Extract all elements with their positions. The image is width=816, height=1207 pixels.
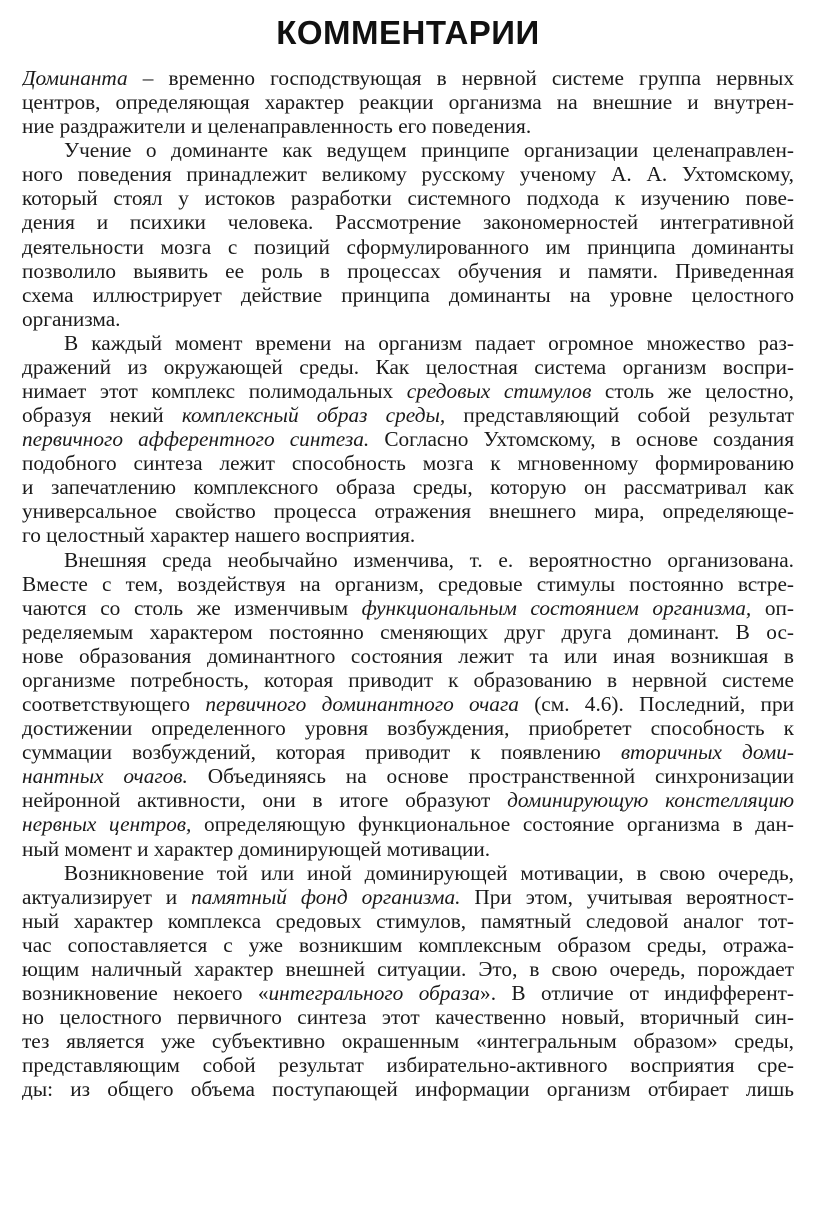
text-run: столь же целостно, [591,379,794,404]
text-run: деятельности мозга с позиций сформулированного им принципа доминанты [22,234,794,259]
italic-term: нервных центров, [22,812,192,837]
page-title: КОММЕНТАРИИ [276,14,540,51]
text-run: достижении определенного уровня возбуждения, приобретет способность к [22,716,794,741]
italic-term: первичного афферентного синтеза. [22,427,370,452]
text-run: Объединяясь на основе пространственной синхронизации [187,764,794,789]
text-line [22,596,794,620]
text-line [22,427,794,451]
text-run: нимает этот комплекс полимодальных [22,379,407,404]
text-run: ного поведения принадлежит великому русскому ученому А. А. Ухтомскому, [22,162,794,187]
text-line [22,548,794,572]
text-line [22,740,794,764]
text-line [22,861,794,885]
paragraph [22,548,794,861]
text-run: чаются со столь же изменчивым [22,595,362,620]
text-run: организма. [22,306,121,331]
text-run: Возникновение той или иной доминирующей мотивации, в свою очередь, [64,860,794,885]
text-line [22,138,794,162]
text-run: образуя некий [22,403,182,428]
text-run: подобного синтеза лежит способность мозга к мгновенному формированию [22,451,794,476]
text-line [22,523,794,547]
text-line [22,162,794,186]
text-line [22,451,794,475]
text-run: (см. 4.6). Последний, при [518,692,794,717]
text-run: представляющий собой результат [445,403,794,428]
text-line [22,379,794,403]
text-line [22,837,794,861]
italic-term: интегрального образа [268,980,481,1005]
text-line [22,331,794,355]
text-run: ». В отличие от индифферент- [480,980,794,1005]
text-line [22,572,794,596]
text-line [22,885,794,909]
paragraph [22,861,794,1102]
text-run: Согласно Ухтомскому, в основе создания [369,427,794,452]
text-run: тез является уже субъективно окрашенным «интегральным образом» среды, [22,1029,794,1054]
text-line [22,1077,794,1101]
text-run: соответствующего [22,692,206,717]
italic-term: комплексный образ среды, [181,403,446,428]
italic-term: нантных очагов. [22,764,188,789]
text-run: го целостный характер нашего восприятия. [22,523,416,548]
italic-term: первичного доминантного очага [205,692,519,717]
italic-term: функциональным состоянием организма, [361,595,752,620]
text-line [22,1005,794,1029]
italic-term: памятный фонд организма. [191,884,461,909]
text-run: позволило выявить ее роль в процессах обучения и памяти. Приведенная [22,258,794,283]
text-run: – временно господствующая в нервной системе группа нервных [127,66,794,90]
text-run: определяющую функциональное состояние организма в дан- [191,812,794,837]
text-line [22,355,794,379]
text-line [22,1029,794,1053]
text-run: ный характер комплекса средовых стимулов, памятный следовой аналог тот- [22,908,794,933]
text-line [22,114,794,138]
text-run: ющим наличный характер внешней ситуации. Это, в свою очередь, порождает [22,956,794,981]
text-run: Внешняя среда необычайно изменчива, т. е. вероятностно организована. [64,547,794,572]
body-text [22,66,794,1101]
text-run: ный момент и характер доминирующей мотивации. [22,836,491,861]
text-run: который стоял у истоков разработки системного подхода к изучению пове- [22,186,794,211]
italic-term: Доминанта [22,66,128,90]
text-run: ды: из общего объема поступающей информации организм отбирает лишь [22,1077,794,1102]
text-line [22,210,794,234]
text-line [22,1053,794,1077]
paragraph [22,66,794,138]
text-run: универсальное свойство процесса отражения внешнего мира, определяюще- [22,499,794,524]
text-line [22,475,794,499]
text-line [22,66,794,90]
text-run: суммации возбуждений, которая приводит к появлению [22,740,621,765]
text-run: дения и психики человека. Рассмотрение закономерностей интегративной [22,210,794,235]
text-line [22,235,794,259]
text-run: центров, определяющая характер реакции организма на внешние и внутрен- [22,90,794,115]
text-line [22,620,794,644]
text-line [22,668,794,692]
text-line [22,90,794,114]
text-line [22,499,794,523]
paragraph [22,331,794,548]
text-line [22,764,794,788]
text-line [22,812,794,836]
text-run: Учение о доминанте как ведущем принципе организации целенаправлен- [64,138,794,163]
text-run: ние раздражители и целенаправленность его поведения. [22,114,532,139]
text-run: час сопоставляется с уже возникшим комплексным образом среды, отража- [22,932,794,957]
text-run: представляющим собой результат избирательно-активного восприятия сре- [22,1053,794,1078]
text-run: схема иллюстрирует действие принципа доминанты на уровне целостного [22,282,794,307]
text-line [22,403,794,427]
text-run: нейронной активности, они в итоге образуют [22,788,508,813]
italic-term: вторичных доми- [620,740,794,765]
italic-term: доминирующую констелляцию [507,788,794,813]
text-run: Вместе с тем, воздействуя на организм, средовые стимулы постоянно встре- [22,571,794,596]
text-line [22,259,794,283]
text-run: При этом, учитывая вероятност- [460,884,794,909]
text-run: возникновение некоего « [22,980,269,1005]
text-line [22,957,794,981]
text-run: оп- [751,595,794,620]
text-run: актуализирует и [22,884,192,909]
text-line [22,283,794,307]
text-line [22,909,794,933]
text-run: организме потребность, которая приводит к образованию в нервной системе [22,667,794,692]
text-line [22,692,794,716]
text-run: В каждый момент времени на организм падает огромное множество раз- [64,330,794,355]
text-line [22,186,794,210]
text-line [22,307,794,331]
italic-term: средовых стимулов [406,379,592,404]
text-run: и запечатлению комплексного образа среды, которую он рассматривал как [22,475,794,500]
text-line [22,933,794,957]
paragraph [22,138,794,331]
text-line [22,644,794,668]
text-line [22,788,794,812]
text-run: дражений из окружающей среды. Как целостная система организм воспри- [22,354,794,379]
text-line [22,981,794,1005]
text-run: ределяемым характером постоянно сменяющих друг друга доминант. В ос- [22,619,794,644]
text-run: но целостного первичного синтеза этот качественно новый, вторичный син- [22,1005,794,1030]
text-line [22,716,794,740]
text-run: нове образования доминантного состояния лежит та или иная возникшая в [22,643,794,668]
